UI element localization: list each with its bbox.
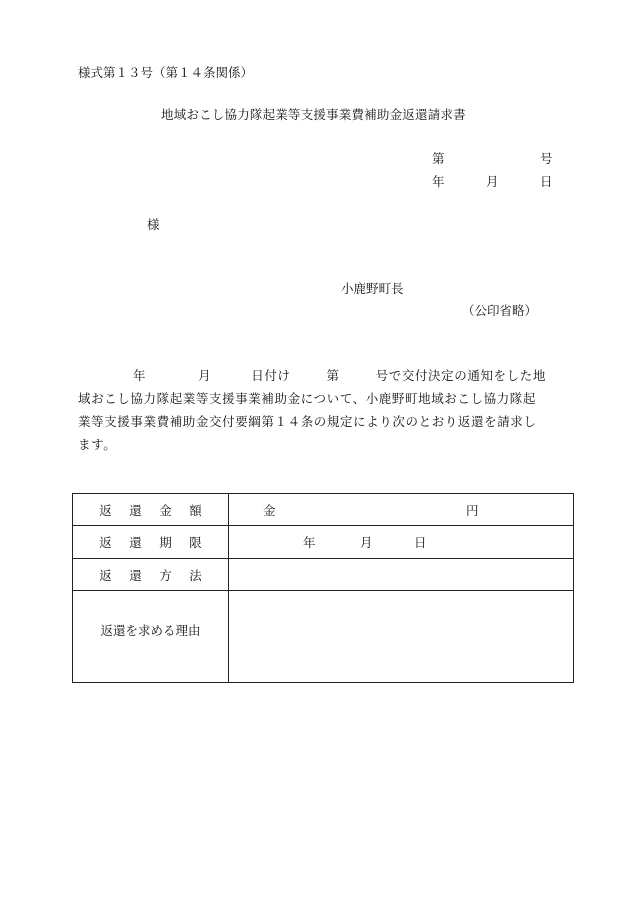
body-number-prefix: 第 <box>326 368 340 383</box>
deadline-day: 日 <box>414 535 427 550</box>
refund-method-field[interactable] <box>229 559 574 591</box>
table-row <box>73 559 574 591</box>
body-line-3 <box>78 410 573 433</box>
date-day: 日 <box>540 174 553 189</box>
amount-suffix: 円 <box>466 502 479 518</box>
label-char: 法 <box>189 567 202 583</box>
table-row <box>73 591 574 683</box>
seal-note: （公印省略） <box>462 303 538 318</box>
label-char: 限 <box>189 535 202 550</box>
body-dated: 日付け <box>251 368 291 383</box>
label-char: 方 <box>159 567 172 583</box>
refund-reason-label <box>73 591 229 683</box>
issuer-name: 小鹿野町長 <box>341 281 404 296</box>
body-line-2 <box>78 387 573 410</box>
body-text-1: 号で交付決定の通知をした地 <box>375 368 546 383</box>
deadline-month: 月 <box>360 535 373 550</box>
label-char: 還 <box>129 502 142 518</box>
amount-prefix: 金 <box>263 502 276 518</box>
refund-deadline-field[interactable] <box>229 526 574 559</box>
number-suffix: 号 <box>540 151 553 166</box>
date-year: 年 <box>432 174 445 189</box>
label-char: 還 <box>129 567 142 583</box>
number-prefix: 第 <box>432 151 445 166</box>
label-char: 返 <box>99 535 112 550</box>
refund-table <box>72 493 574 683</box>
form-number: 様式第１３号（第１４条関係） <box>78 65 254 80</box>
body-line-4 <box>78 433 573 456</box>
label-char: 還 <box>129 535 142 550</box>
refund-amount-label <box>73 494 229 526</box>
label-char: 返 <box>99 567 112 583</box>
reason-label-text: 返還を求める理由 <box>100 622 201 638</box>
addressee-suffix: 様 <box>147 217 160 232</box>
label-char: 期 <box>159 535 172 550</box>
label-char: 返 <box>99 502 112 518</box>
label-char: 金 <box>159 502 172 518</box>
body-line-1 <box>78 364 573 387</box>
body-text-4: ます。 <box>78 437 117 452</box>
label-char: 額 <box>189 502 202 518</box>
refund-deadline-label <box>73 526 229 559</box>
deadline-year: 年 <box>303 535 316 550</box>
refund-reason-field[interactable] <box>229 591 574 683</box>
body-year: 年 <box>133 368 147 383</box>
table-row <box>73 526 574 559</box>
body-text-3: 業等支援事業費補助金交付要綱第１４条の規定により次のとおり返還を請求し <box>78 414 537 429</box>
refund-amount-field[interactable] <box>229 494 574 526</box>
table-row <box>73 494 574 526</box>
document-title: 地域おこし協力隊起業等支援事業費補助金返還請求書 <box>161 107 466 122</box>
refund-method-label <box>73 559 229 591</box>
body-text-2: 域おこし協力隊起業等支援事業補助金について、小鹿野町地域おこし協力隊起 <box>78 391 537 406</box>
date-month: 月 <box>486 174 499 189</box>
body-month: 月 <box>198 368 212 383</box>
request-body <box>78 364 573 456</box>
